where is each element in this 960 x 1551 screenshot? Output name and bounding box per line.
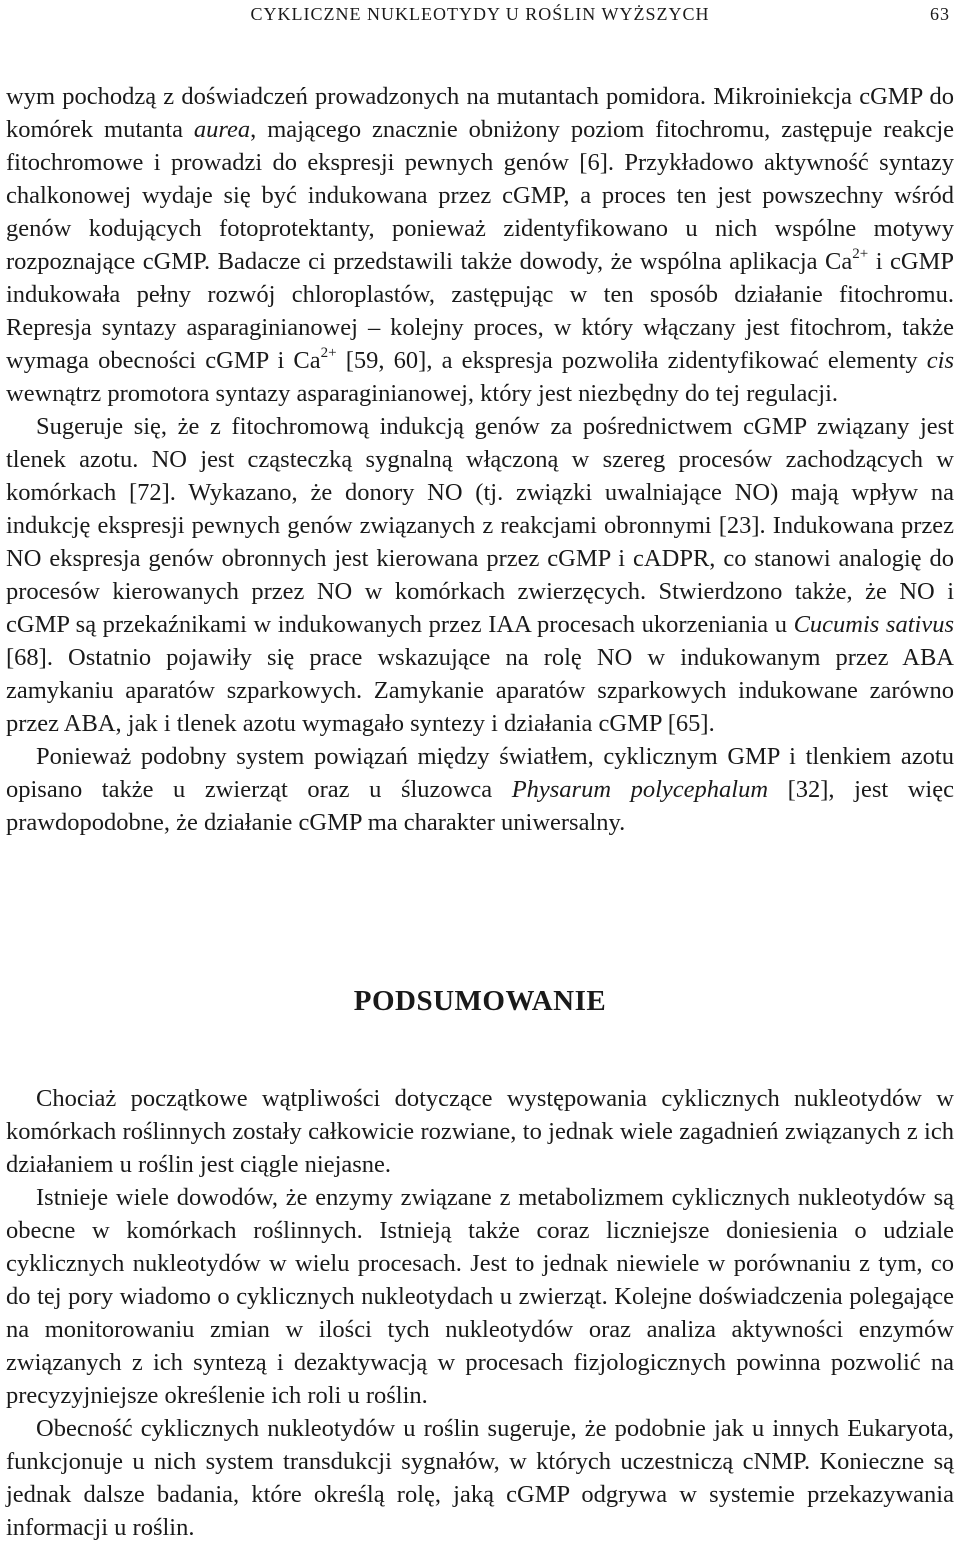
paragraph bbox=[6, 410, 954, 740]
superscript: 2+ bbox=[852, 246, 869, 262]
running-title: CYKLICZNE NUKLEOTYDY U ROŚLIN WYŻSZYCH bbox=[250, 4, 710, 24]
paragraph bbox=[6, 740, 954, 839]
text-run: [59, 60], a ekspresja pozwoliła zidentyfikować elementy bbox=[336, 347, 927, 374]
summary-text bbox=[6, 1082, 954, 1544]
italic-term: cis bbox=[926, 347, 954, 374]
paragraph: Istnieje wiele dowodów, że enzymy związane z metabolizmem cyklicznych nukleotydów są obecne w komórkach roślinnych. Istnieją także coraz liczniejsze doniesienia o udziale cyklicznych nukleotydów w wielu procesach. Jest to jednak niewiele w porównaniu z tym, co do tej pory wiadomo o cyklicznych nukleotydach u zwierząt. Kolejne doświadczenia polegające na monitorowaniu zmian w ilości tych nukleotydów oraz analiza aktywności enzymów związanych z ich syntezą i dezaktywacją w procesach fizjologicznych powinna pozwolić na precyzyjniejsze określenie ich roli u roślin. bbox=[6, 1184, 954, 1409]
italic-term: aurea bbox=[193, 116, 251, 143]
text-run: Ponieważ podobny system powiązań między światłem, cyklicznym GMP i tlenkiem azotu opisano także u zwierząt oraz u śluzowca bbox=[6, 743, 954, 803]
italic-term: Physarum polycephalum bbox=[511, 776, 769, 803]
page-number: 63 bbox=[930, 4, 950, 24]
body-text bbox=[6, 80, 954, 839]
paragraph: Obecność cyklicznych nukleotydów u roślin sugeruje, że podobnie jak u innych Eukaryota, funkcjonuje u nich system transdukcji sygnałów, w których uczestniczą cNMP. Konieczne są jednak dalsze badania, które określą rolę, jaką cGMP odgrywa w systemie przekazywania informacji u roślin. bbox=[6, 1415, 954, 1541]
text-run: Sugeruje się, że z fitochromową indukcją genów za pośrednictwem cGMP związany jest tlenek azotu. NO jest cząsteczką sygnalną włączoną w szereg procesów zachodzących w komórkach [72]. Wykazano, że donory NO (tj. związki uwalniające NO) mają wpływ na indukcję ekspresji pewnych genów związanych z reakcjami obronnymi [23]. Indukowana przez NO ekspresja genów obronnych jest kierowana przez cGMP i cADPR, co stanowi analogię do procesów kierowanych przez NO w komórkach zwierzęcych. Stwierdzono także, że NO i cGMP są przekaźnikami w indukowanych przez IAA procesach ukorzeniania u bbox=[6, 413, 954, 638]
superscript: 2+ bbox=[320, 345, 337, 361]
text-run: wewnątrz promotora syntazy asparaginianowej, który jest niezbędny do tej regulacji. bbox=[6, 380, 839, 407]
paragraph: Chociaż początkowe wątpliwości dotyczące występowania cyklicznych nukleotydów w komórkach roślinnych zostały całkowicie rozwiane, to jednak wiele zagadnień związanych z ich działaniem u roślin jest ciągle niejasne. bbox=[6, 1085, 954, 1178]
italic-term: Cucumis sativus bbox=[793, 611, 954, 638]
text-run: [68]. Ostatnio pojawiły się prace wskazujące na rolę NO w indukowanym przez ABA zamykaniu aparatów szparkowych. Zamykanie aparatów szparkowych indukowane zarówno przez ABA, jak i tlenek azotu wymagało syntezy i działania cGMP [65]. bbox=[6, 644, 954, 737]
text-run: [32], jest więc prawdopodobne, że działanie cGMP ma charakter uniwersalny. bbox=[6, 776, 954, 836]
paragraph-continued bbox=[6, 80, 954, 410]
text-run: wym pochodzą z doświadczeń prowadzonych na mutantach pomidora. Mikroiniekcja cGMP do komórek mutanta bbox=[6, 83, 954, 143]
running-head bbox=[6, 4, 954, 28]
section-heading: PODSUMOWANIE bbox=[353, 985, 607, 1017]
text-run: , mającego znacznie obniżony poziom fitochromu, zastępuje reakcje fitochromowe i prowadzi do ekspresji pewnych genów [6]. Przykładowo aktywność syntazy chalkonowej wydaje się być indukowana przez cGMP, a proces ten jest powszechny wśród genów kodujących fotoprotektanty, ponieważ zidentyfikowano u nich wspólne motywy rozpoznające cGMP. Badacze ci przedstawili także dowody, że wspólna aplikacja Ca bbox=[6, 116, 954, 275]
text-run: i cGMP indukowała pełny rozwój chloroplastów, zastępując w ten sposób działanie fitochromu. Represja syntazy asparaginianowej – kolejny proces, w który włączany jest fitochrom, także wymaga obecności cGMP i Ca bbox=[6, 248, 954, 374]
